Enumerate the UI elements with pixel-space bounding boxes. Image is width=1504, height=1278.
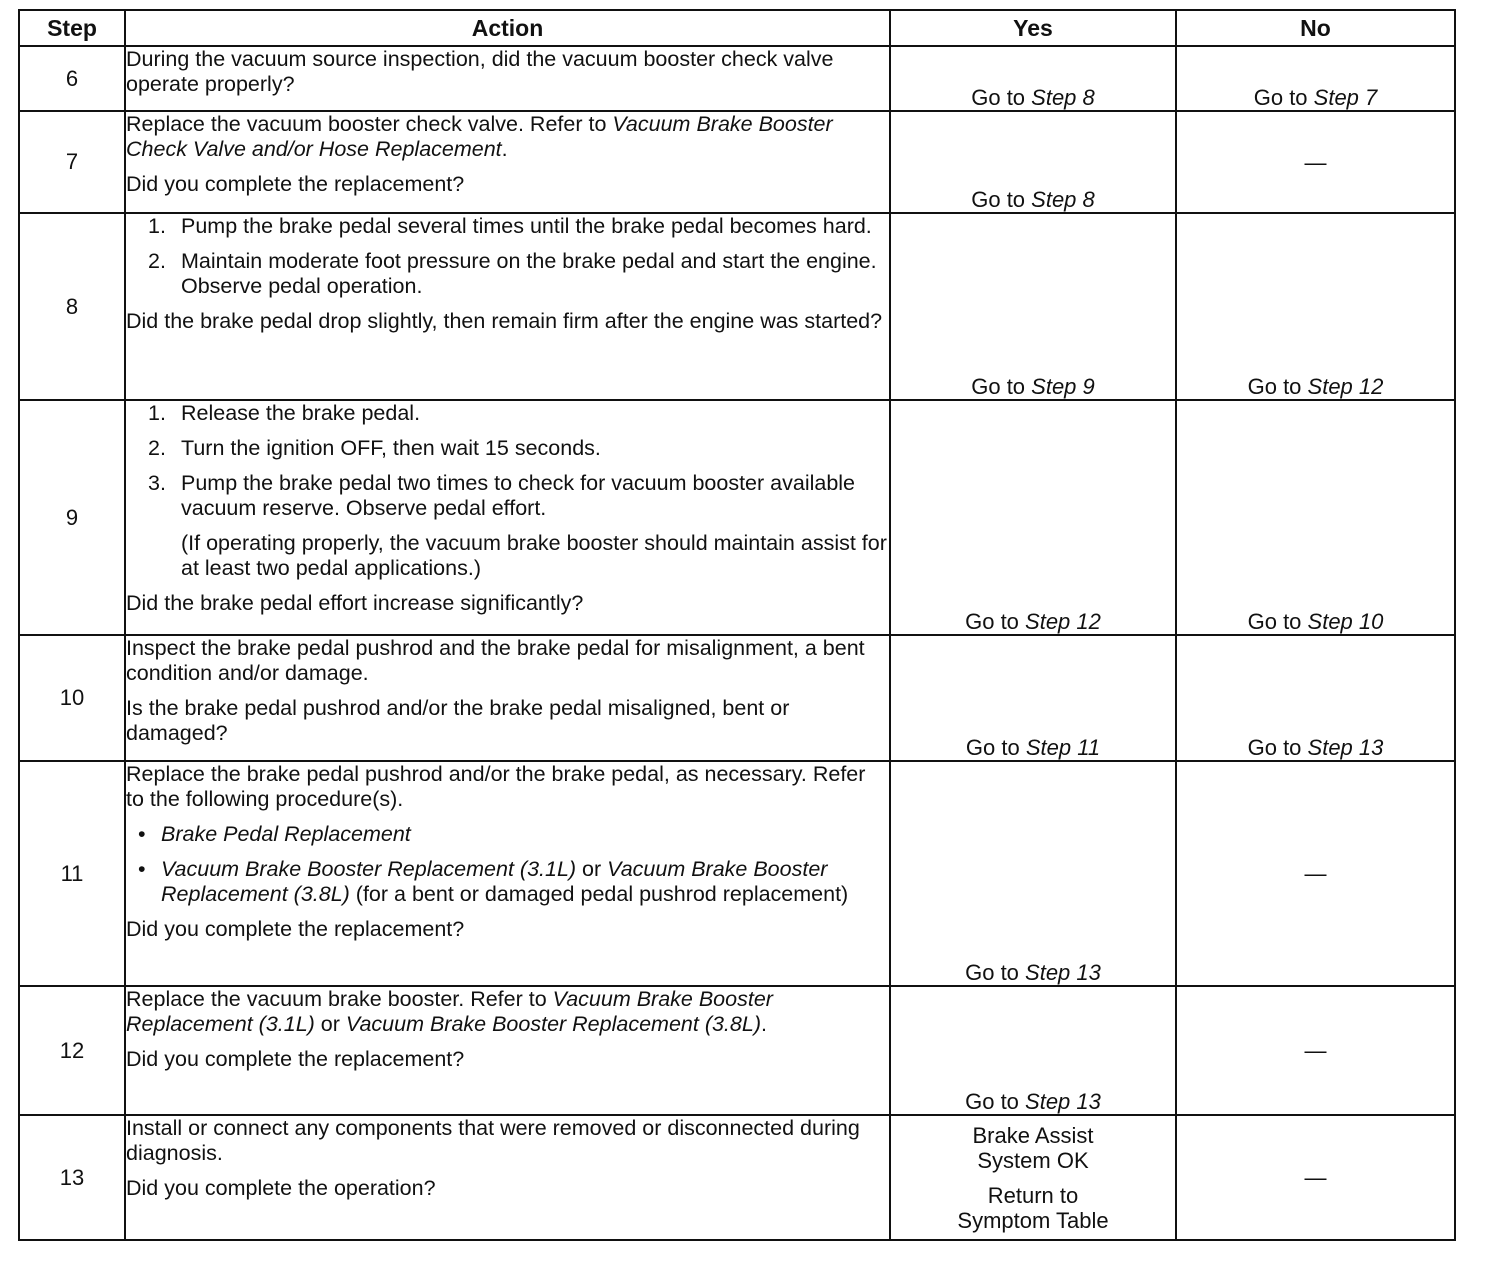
yes-target: Step 12: [1025, 609, 1101, 634]
bullet-tail: (for a bent or damaged pedal pushrod replacement): [349, 882, 849, 906]
yes-cell: [890, 761, 1176, 986]
action-text-part: Replace the vacuum brake booster. Refer to: [126, 987, 553, 1011]
procedure-ref: Brake Pedal Replacement: [161, 822, 411, 846]
action-question: Is the brake pedal pushrod and/or the brake pedal misaligned, bent or damaged?: [126, 696, 790, 745]
action-text-end: .: [501, 137, 508, 161]
action-question: Did the brake pedal effort increase significantly?: [126, 591, 584, 615]
no-prefix: Go to: [1253, 85, 1314, 110]
yes-return: Return to Symptom Table: [957, 1182, 1109, 1233]
list-item: 1. Pump the brake pedal several times until the brake pedal becomes hard.: [148, 214, 872, 238]
or-text: or: [576, 857, 608, 881]
list-item-text: Turn the ignition OFF, then wait 15 seconds.: [181, 436, 601, 460]
or-text: or: [314, 1012, 346, 1036]
step-number: 11: [19, 761, 125, 986]
no-dash: —: [1304, 1165, 1327, 1190]
no-prefix: Go to: [1247, 374, 1308, 399]
yes-target: Step 8: [1031, 187, 1095, 212]
yes-result: Brake Assist System OK: [972, 1122, 1094, 1173]
no-dash: —: [1304, 861, 1327, 886]
action-question: Did you complete the operation?: [126, 1176, 436, 1200]
yes-target: Step 9: [1031, 374, 1095, 399]
table-row-step-7: [19, 111, 1455, 213]
yes-cell: [890, 1115, 1176, 1240]
yes-cell: [890, 400, 1176, 635]
action-text: Replace the brake pedal pushrod and/or the brake pedal, as necessary. Refer to the following procedure(s).: [126, 762, 866, 811]
header-no: No: [1176, 10, 1455, 46]
action-question: Did you complete the replacement?: [126, 172, 465, 196]
no-cell: [1176, 400, 1455, 635]
list-item-text: Pump the brake pedal several times until the brake pedal becomes hard.: [181, 214, 872, 238]
no-cell: [1176, 635, 1455, 761]
action-text: [126, 987, 889, 1037]
step-number: 7: [19, 111, 125, 213]
step-number: 12: [19, 986, 125, 1115]
action-cell: [125, 761, 890, 986]
yes-prefix: Go to: [965, 960, 1026, 985]
procedure-ref: Vacuum Brake Booster Replacement (3.8L): [161, 857, 828, 906]
header-step: Step: [19, 10, 125, 46]
table-row-step-10: [19, 635, 1455, 761]
action-cell: [125, 635, 890, 761]
action-question: Did you complete the replacement?: [126, 917, 465, 941]
action-text-part: Replace the vacuum booster check valve. Refer to: [126, 112, 613, 136]
list-item: 3. Pump the brake pedal two times to check for vacuum booster available vacuum reserve. Observe pedal effort.: [148, 471, 856, 520]
yes-prefix: Go to: [971, 85, 1032, 110]
yes-target: Step 8: [1031, 85, 1095, 110]
list-item: 1. Release the brake pedal.: [148, 401, 421, 425]
list-item-text: Maintain moderate foot pressure on the brake pedal and start the engine. Observe pedal operation.: [181, 249, 877, 298]
yes-target: Step 11: [1025, 735, 1101, 760]
no-target: Step 12: [1307, 374, 1384, 399]
bullet-item: • Brake Pedal Replacement: [138, 822, 411, 846]
yes-prefix: Go to: [971, 187, 1032, 212]
no-dash: —: [1304, 1038, 1327, 1063]
yes-prefix: Go to: [965, 1089, 1026, 1114]
yes-cell: [890, 635, 1176, 761]
yes-cell: [890, 111, 1176, 213]
yes-prefix: Go to: [965, 735, 1026, 760]
procedure-ref: Vacuum Brake Booster Replacement (3.1L): [126, 987, 773, 1036]
action-text: [126, 112, 889, 162]
no-target: Step 10: [1307, 609, 1384, 634]
action-text: Inspect the brake pedal pushrod and the brake pedal for misalignment, a bent condition and/or damage.: [126, 636, 865, 685]
bullet-item: • Vacuum Brake Booster Replacement (3.1L) or Vacuum Brake Booster Replacement (3.8L) (for a bent or damaged pedal pushrod replacement): [138, 857, 849, 906]
action-question: Did you complete the replacement?: [126, 1047, 465, 1071]
action-cell: [125, 213, 890, 400]
action-cell: [125, 400, 890, 635]
table-row-step-8: [19, 213, 1455, 400]
no-cell: [1176, 213, 1455, 400]
table-row-step-12: [19, 986, 1455, 1115]
yes-cell: [890, 986, 1176, 1115]
header-row: [19, 10, 1455, 46]
procedure-ref: Vacuum Brake Booster Replacement (3.8L): [345, 1012, 761, 1036]
no-prefix: Go to: [1247, 735, 1308, 760]
table-row-step-9: [19, 400, 1455, 635]
table-row-step-6: [19, 46, 1455, 111]
list-item: 2. Turn the ignition OFF, then wait 15 seconds.: [148, 436, 601, 460]
step-number: 9: [19, 400, 125, 635]
table-row-step-13: [19, 1115, 1455, 1240]
action-question: During the vacuum source inspection, did the vacuum booster check valve operate properly?: [126, 47, 834, 96]
header-yes: Yes: [890, 10, 1176, 46]
procedure-ref: Vacuum Brake Booster Replacement (3.1L): [161, 857, 577, 881]
yes-cell: [890, 46, 1176, 111]
list-item-text: Pump the brake pedal two times to check for vacuum booster available vacuum reserve. Observe pedal effort.: [181, 471, 856, 520]
action-cell: [125, 986, 890, 1115]
no-target: Step 7: [1313, 85, 1378, 110]
step-number: 10: [19, 635, 125, 761]
no-cell: [1176, 111, 1455, 213]
diagnostic-table: [18, 9, 1456, 1241]
yes-target: Step 13: [1025, 960, 1101, 985]
no-cell: [1176, 986, 1455, 1115]
action-note: (If operating properly, the vacuum brake booster should maintain assist for at least two pedal applications.): [181, 531, 887, 580]
step-number: 6: [19, 46, 125, 111]
yes-target: Step 13: [1025, 1089, 1101, 1114]
action-text: Install or connect any components that were removed or disconnected during diagnosis.: [126, 1116, 860, 1165]
header-action: Action: [125, 10, 890, 46]
procedure-ref: Vacuum Brake Booster Check Valve and/or Hose Replacement: [126, 112, 833, 161]
yes-prefix: Go to: [971, 374, 1032, 399]
no-dash: —: [1304, 149, 1327, 175]
yes-prefix: Go to: [965, 609, 1026, 634]
no-target: Step 13: [1307, 735, 1384, 760]
action-cell: [125, 46, 890, 111]
step-number: 8: [19, 213, 125, 400]
step-number: 13: [19, 1115, 125, 1240]
no-cell: [1176, 1115, 1455, 1240]
no-prefix: Go to: [1247, 609, 1308, 634]
no-cell: [1176, 761, 1455, 986]
table-row-step-11: [19, 761, 1455, 986]
no-cell: [1176, 46, 1455, 111]
action-question: Did the brake pedal drop slightly, then remain firm after the engine was started?: [126, 309, 883, 333]
list-item-text: Release the brake pedal.: [181, 401, 421, 425]
yes-cell: [890, 213, 1176, 400]
action-cell: [125, 111, 890, 213]
list-item: 2. Maintain moderate foot pressure on the brake pedal and start the engine. Observe pedal operation.: [148, 249, 877, 298]
action-cell: [125, 1115, 890, 1240]
action-text-end: .: [760, 1012, 767, 1036]
